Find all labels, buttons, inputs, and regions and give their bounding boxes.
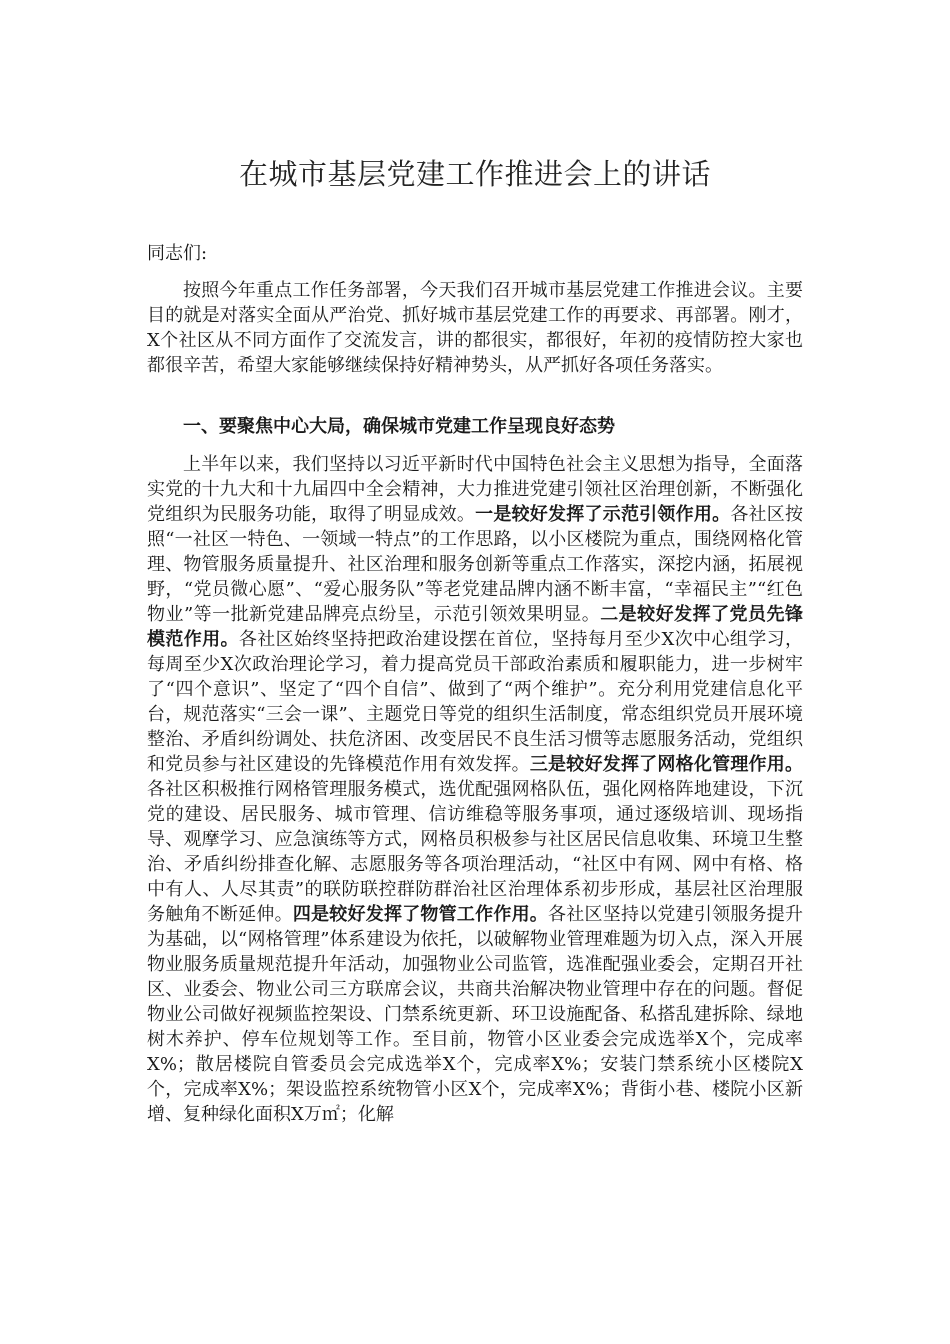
point-1-heading: 一是较好发挥了示范引领作用。: [475, 504, 731, 525]
document-title: 在城市基层党建工作推进会上的讲话: [238, 157, 711, 191]
point-4-text: 各社区坚持以党建引领服务提升为基础，以“网格管理”体系建设为依托，以破解物业管理难题为切入点，深入开展物业服务质量规范提升年活动，加强物业公司监管，选准配强业委会，定期召开社区、业委会、物业公司三方联席会议，共商共治解决物业管理中存在的问题。督促物业公司做好视频监控架设、门禁系统更新、环卫设施配备、私搭乱建拆除、绿地树木养护、停车位规划等工作。至目前，物管小区业委会完成选举X个，完成率X%；散居楼院自管委员会完成选举X个，完成率X%；安装门禁系统小区楼院X个，完成率X%；架设监控系统物管小区X个，完成率X%；背街小巷、楼院小区新增、复种绿化面积X万㎡；化解: [147, 904, 804, 1125]
section-1-lead: 上半年以来，我们坚持以习近平新时代中国特色社会主义思想为指导，全面落实党的十九大和十九届四中全会精神，大力推进党建引领社区治理创新，不断强化党组织为民服务功能，取得了明显成效。: [147, 454, 803, 525]
point-4-heading: 四是较好发挥了物管工作作用。: [292, 904, 549, 925]
point-2-text: 各社区始终坚持把政治建设摆在首位，坚持每月至少X次中心组学习，每周至少X次政治理论学习，着力提高党员干部政治素质和履职能力，进一步树牢了“四个意识”、坚定了“四个自信”、做到了“两个维护”。充分利用党建信息化平台，规范落实“三会一课”、主题党日等党的组织生活制度，常态组织党员开展环境整治、矛盾纠纷调处、扶危济困、改变居民不良生活习惯等志愿服务活动，党组织和党员参与社区建设的先锋模范作用有效发挥。: [147, 629, 804, 775]
point-3-heading: 三是较好发挥了网格化管理作用。: [529, 754, 804, 775]
point-2-heading: 二是较好发挥了党员先锋模范作用。: [147, 604, 804, 650]
section-1-heading: 一、要聚焦中心大局，确保城市党建工作呈现良好态势: [183, 416, 615, 437]
point-3-text: 各社区积极推行网格管理服务模式，选优配强网格队伍，强化网格阵地建设，下沉党的建设、居民服务、城市管理、信访维稳等服务事项，通过逐级培训、现场指导、观摩学习、应急演练等方式，网格员积极参与社区居民信息收集、环境卫生整治、矛盾纠纷排查化解、志愿服务等各项治理活动，“社区中有网、网中有格、格中有人、人尽其责”的联防联控群防群治社区治理体系初步形成，基层社区治理服务触角不断延伸。: [147, 779, 803, 925]
point-1-text: 各社区按照“一社区一特色、一领域一特点”的工作思路，以小区楼院为重点，围绕网格化管理、物管服务质量提升、社区治理和服务创新等重点工作落实，深挖内涵，拓展视野，“党员微心愿”、“爱心服务队”等老党建品牌内涵不断丰富，“幸福民主”“红色物业”等一批新党建品牌亮点纷呈，示范引领效果明显。: [147, 504, 804, 625]
section-1-paragraph: [147, 452, 803, 1127]
intro-paragraph: 按照今年重点工作任务部署，今天我们召开城市基层党建工作推进会议。主要目的就是对落实全面从严治党、抓好城市基层党建工作的再要求、再部署。刚才，X个社区从不同方面作了交流发言，讲的都很实，都很好，年初的疫情防控大家也都很辛苦，希望大家能够继续保持好精神势头，从严抓好各项任务落实。: [147, 280, 803, 376]
greeting: 同志们:: [147, 243, 208, 264]
